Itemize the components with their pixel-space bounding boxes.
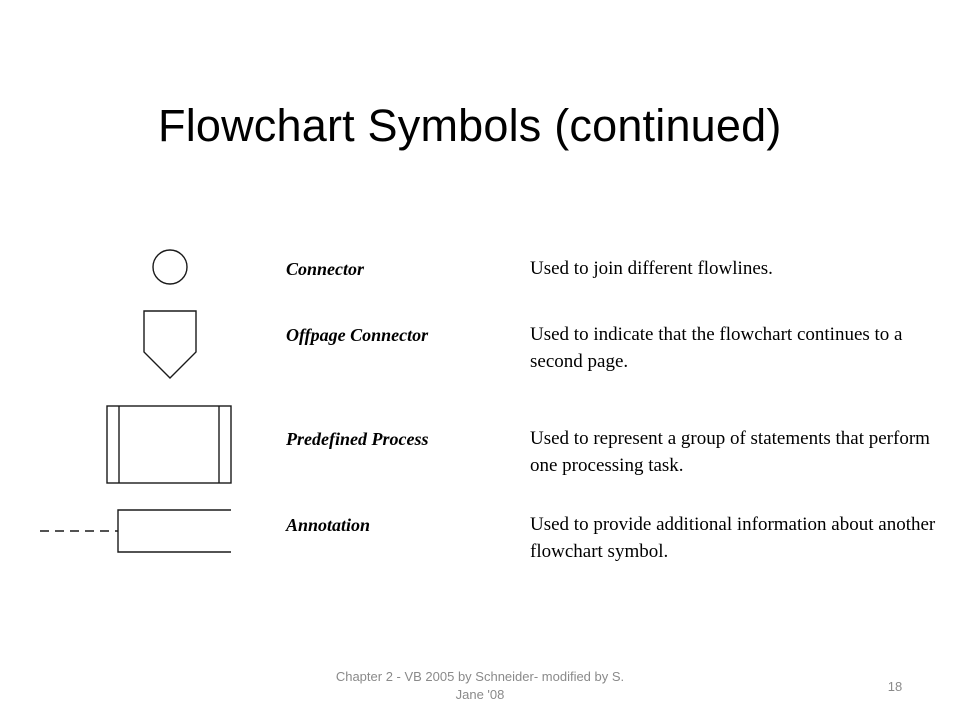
symbol-name-predefined-process: Predefined Process <box>286 429 429 449</box>
page-number: 18 <box>887 679 903 694</box>
footer-text: Chapter 2 - VB 2005 by Schneider- modified by S. Jane '08 <box>335 669 625 702</box>
slide-title: Flowchart Symbols (continued) <box>158 100 782 151</box>
circle-connector-icon <box>153 250 187 284</box>
symbol-name-annotation: Annotation <box>286 515 371 535</box>
symbol-desc-predefined-process: Used to represent a group of statements that perform one processing task. <box>530 428 930 476</box>
symbol-name-connector: Connector <box>286 259 365 279</box>
annotation-icon <box>40 510 231 552</box>
symbol-name-offpage-connector: Offpage Connector <box>286 325 429 345</box>
symbol-desc-offpage-connector: Used to indicate that the flowchart continues to a second page. <box>530 324 903 372</box>
symbol-desc-annotation: Used to provide additional information about another flowchart symbol. <box>530 514 936 562</box>
offpage-connector-icon <box>144 311 196 378</box>
symbol-desc-connector: Used to join different flowlines. <box>530 258 773 279</box>
predefined-process-icon <box>107 406 231 483</box>
